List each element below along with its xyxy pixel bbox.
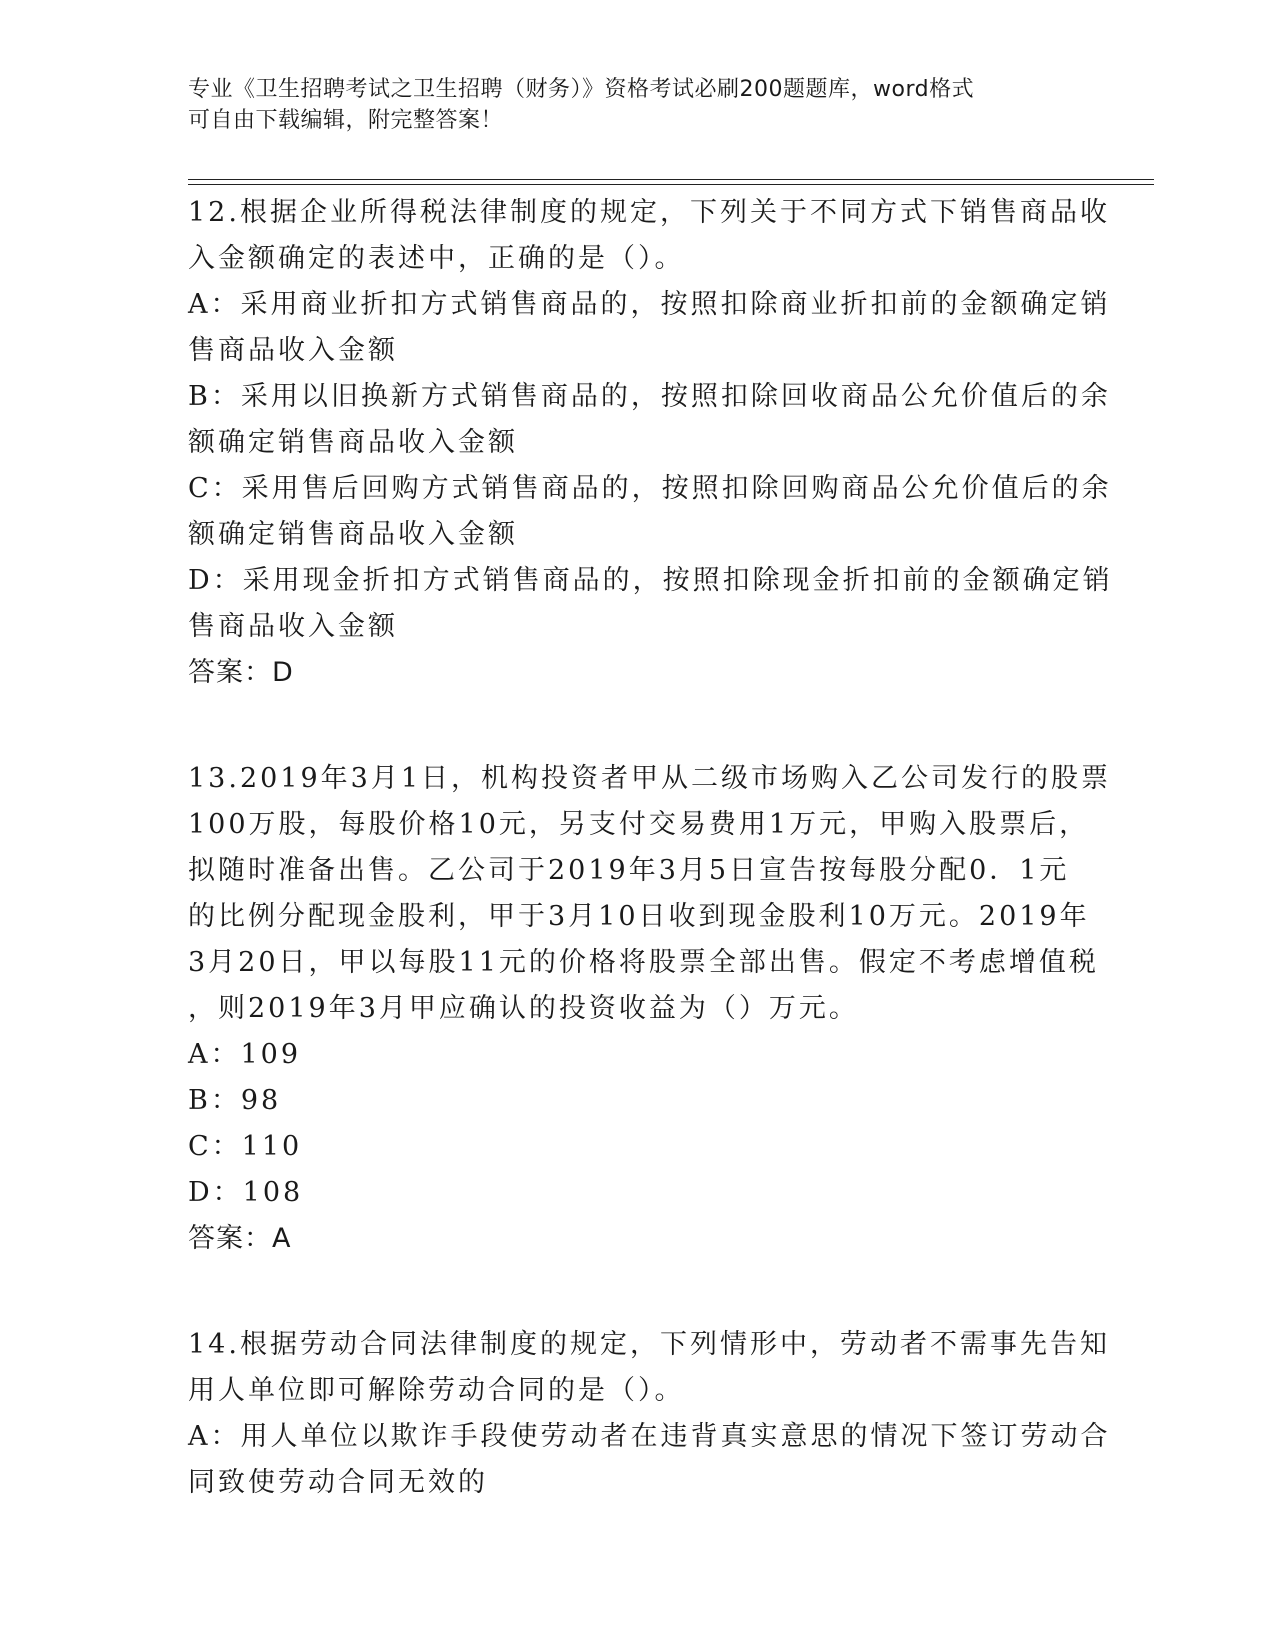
- option-b: B：采用以旧换新方式销售商品的，按照扣除回收商品公允价值后的余: [188, 381, 1111, 412]
- question-stem: 12.根据企业所得税法律制度的规定，下列关于不同方式下销售商品收: [188, 197, 1110, 228]
- option-d-continued: 售商品收入金额: [188, 611, 398, 642]
- question-spacer: [188, 1262, 1088, 1322]
- header-divider-top: [188, 179, 1154, 180]
- question-stem: 3月20日，甲以每股11元的价格将股票全部出售。假定不考虑增值税: [188, 947, 1099, 978]
- question-spacer: [188, 696, 1088, 756]
- question-13: [188, 756, 1112, 1262]
- question-12: [188, 190, 1113, 696]
- question-stem: 13.2019年3月1日，机构投资者甲从二级市场购入乙公司发行的股票: [188, 763, 1112, 794]
- answer: 答案：A: [188, 1223, 292, 1254]
- header-line-1: 专业《卫生招聘考试之卫生招聘（财务）》资格考试必刷200题题库，word格式: [188, 77, 975, 102]
- answer: 答案：D: [188, 657, 294, 688]
- option-c: C：110: [188, 1131, 303, 1162]
- question-stem: 100万股，每股价格10元，另支付交易费用1万元，甲购入股票后，: [188, 809, 1090, 840]
- option-a: A：用人单位以欺诈手段使劳动者在违背真实意思的情况下签订劳动合: [188, 1421, 1111, 1452]
- question-14: [188, 1322, 1111, 1506]
- option-a-continued: 售商品收入金额: [188, 335, 398, 366]
- option-b-continued: 额确定销售商品收入金额: [188, 427, 518, 458]
- option-d: D：采用现金折扣方式销售商品的，按照扣除现金折扣前的金额确定销: [188, 565, 1113, 596]
- question-stem: 入金额确定的表述中，正确的是（）。: [188, 243, 685, 274]
- document-header: [188, 74, 1068, 136]
- question-stem: 的比例分配现金股利，甲于3月10日收到现金股利10万元。2019年: [188, 901, 1090, 932]
- question-stem: 拟随时准备出售。乙公司于2019年3月5日宣告按每股分配0．1元: [188, 855, 1070, 886]
- option-d: D：108: [188, 1177, 304, 1208]
- question-stem: 14.根据劳动合同法律制度的规定，下列情形中，劳动者不需事先告知: [188, 1329, 1110, 1360]
- question-stem: 用人单位即可解除劳动合同的是（）。: [188, 1375, 685, 1406]
- option-c-continued: 额确定销售商品收入金额: [188, 519, 518, 550]
- option-c: C：采用售后回购方式销售商品的，按照扣除回购商品公允价值后的余: [188, 473, 1112, 504]
- option-a-continued: 同致使劳动合同无效的: [188, 1467, 488, 1498]
- header-divider-bottom: [188, 184, 1154, 185]
- question-list: [188, 190, 1113, 1506]
- option-b: B：98: [188, 1085, 282, 1116]
- option-a: A：采用商业折扣方式销售商品的，按照扣除商业折扣前的金额确定销: [188, 289, 1111, 320]
- header-line-2: 可自由下载编辑，附完整答案！: [188, 108, 504, 133]
- option-a: A：109: [188, 1039, 302, 1070]
- question-stem: ，则2019年3月甲应确认的投资收益为（）万元。: [188, 993, 859, 1024]
